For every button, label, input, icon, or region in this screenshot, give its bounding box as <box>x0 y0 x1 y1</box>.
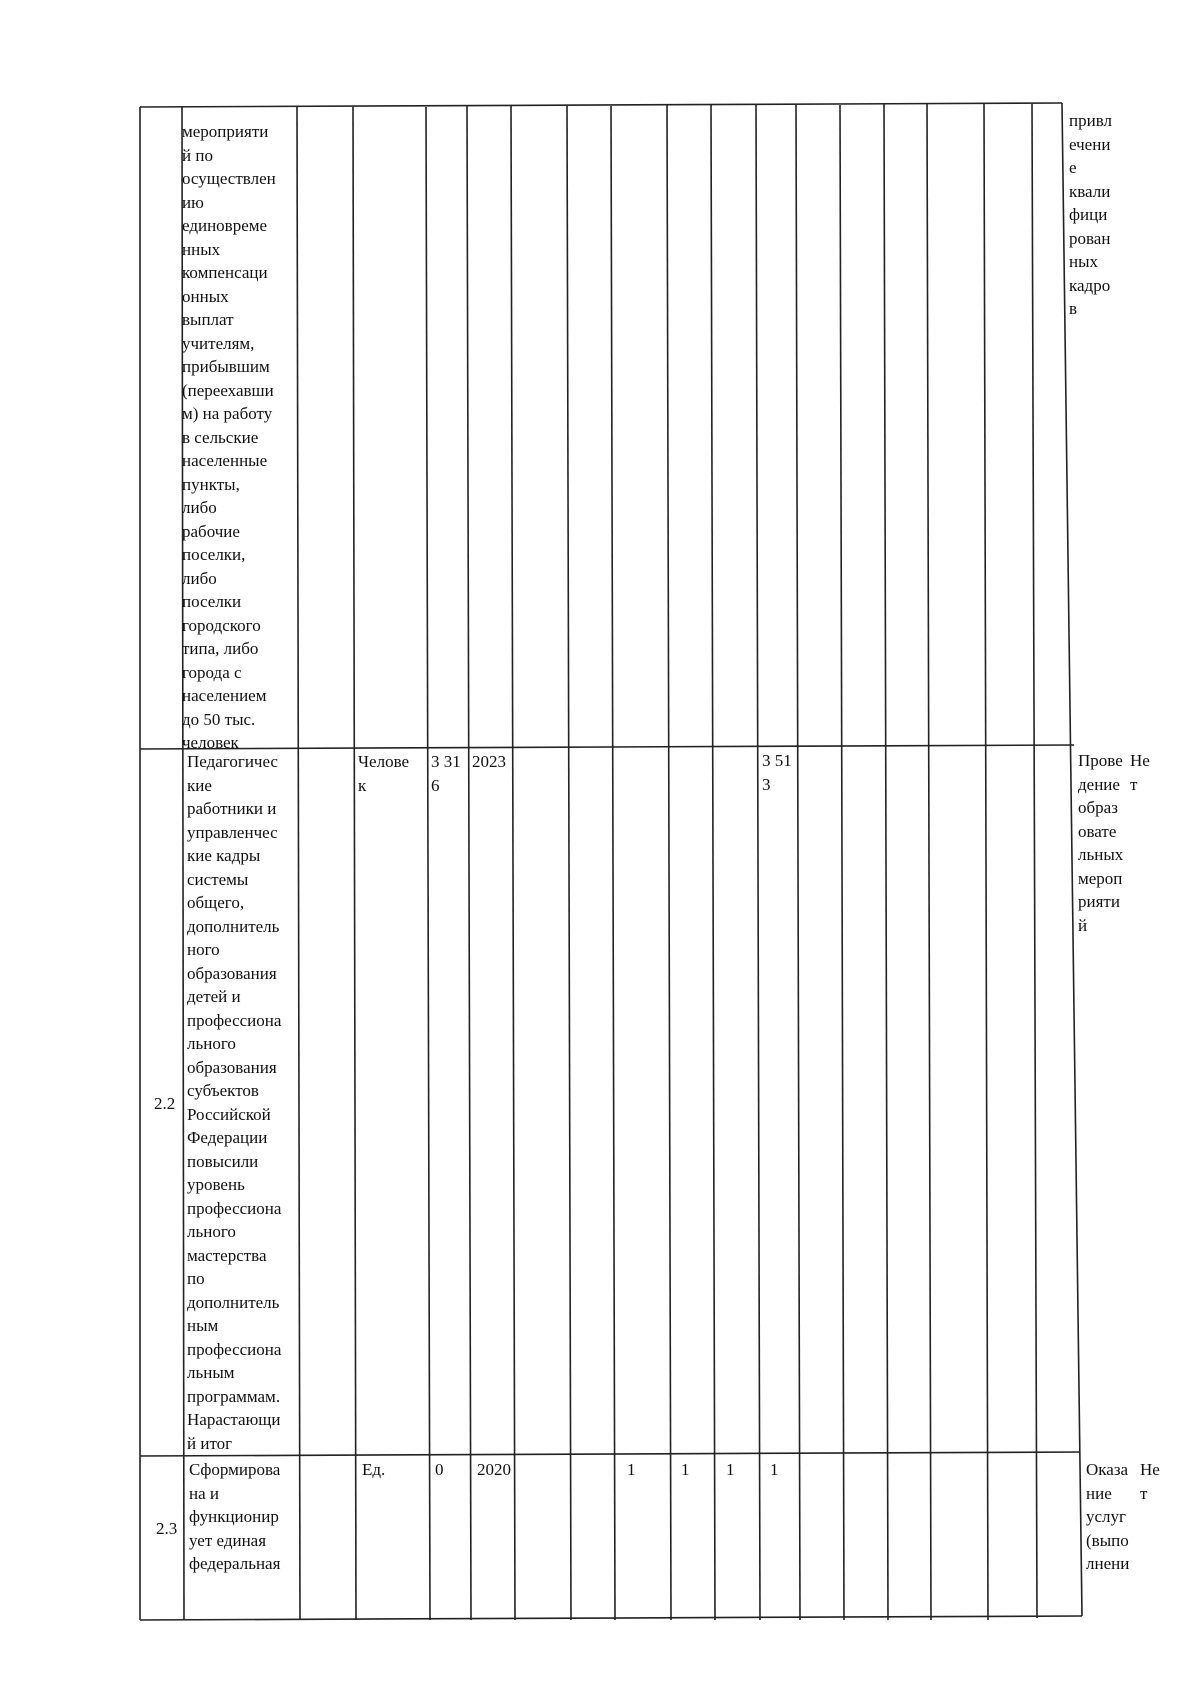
row2-number: 2.2 <box>154 1094 176 1113</box>
row3-base-value-cell: 0 <box>435 1460 444 1479</box>
row2-unit-cell: Челове к <box>358 752 410 795</box>
row3-number: 2.3 <box>156 1519 178 1538</box>
row3-v2-cell: 1 <box>681 1460 690 1479</box>
row3-note-cell: Оказа ние услуг (выпо лнени <box>1086 1460 1130 1573</box>
row3-v1-cell: 1 <box>627 1460 636 1479</box>
row2-value-cell: 3 51 3 <box>762 751 792 794</box>
row1-note-cell: привл ечени e квали фици рован ных кадро в <box>1069 111 1112 318</box>
row3-name-cell: Сформирова на и функционир ует единая федеральная <box>189 1460 281 1573</box>
row3-base-year-cell: 2020 <box>477 1460 511 1479</box>
row3-v4-cell: 1 <box>770 1460 779 1479</box>
row2-base-value-cell: 3 31 6 <box>431 752 461 795</box>
row2-note-cell: Прове дение образ овате льных мероп рияти й <box>1078 751 1124 935</box>
row2-base-year-cell: 2023 <box>472 752 506 771</box>
row3-flag-cell: Не т <box>1140 1460 1160 1503</box>
row3-v3-cell: 1 <box>726 1460 735 1479</box>
row2-name-cell: Педагогичес кие работники и управленчес кие кадры системы общего, дополнитель ного образования детей и профессиона льного образования субъектов Российской Федерации повысили уровень профессиона льного мастерства по дополнитель ным профессиона льным программам. Нарастающи й итог <box>187 752 282 1453</box>
row2-flag-cell: Не т <box>1130 751 1150 794</box>
row1-name-cell: мероприяти й по осуществлен ию единовреме нных компенсаци онных выплат учителям, прибывшим (переехавши м) на работу в сельские населенные пункты, либо рабочие поселки, либо поселки городского типа, либо города с населением до 50 тыс. человек <box>182 122 276 752</box>
row3-unit-cell: Ед. <box>362 1460 386 1479</box>
